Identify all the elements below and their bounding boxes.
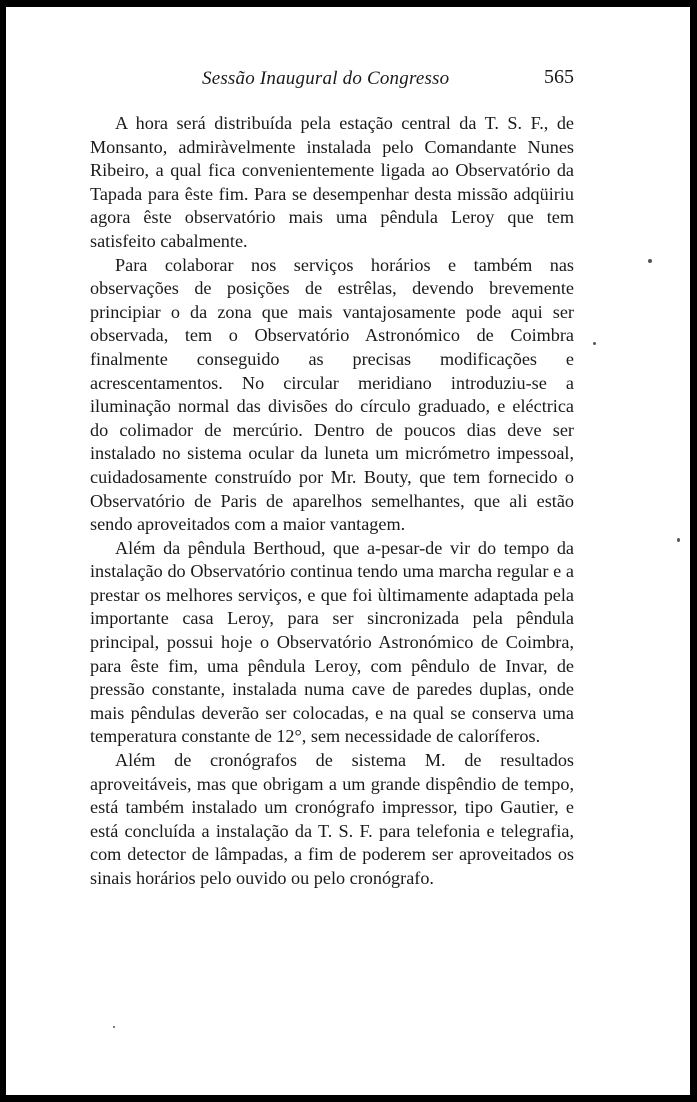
scan-speck — [677, 538, 680, 542]
paragraph-coimbra-observatory: Para colaborar nos serviços horários e também nas observações de posições de estrêlas, devendo brevemente principiar o da zona que mais vantajosamente pode aqui ser observada, tem o Observatório Astronómico de Coimbra finalmente conseguido as precisas modificações e acrescentamentos. No circular meridiano introduziu-se a iluminação normal das divisões do círculo graduado, e eléctrica do colimador de mercúrio. Dentro de poucos dias deve ser instalado no sistema ocular da luneta um micrómetro impessoal, cuidadosamente construído por Mr. Bouty, que tem fornecido o Observatório de Paris de aparelhos semelhantes, que ali estão sendo aproveitados com a maior vantagem. — [90, 254, 574, 535]
scan-border-right — [690, 0, 697, 1102]
page-header — [90, 62, 574, 94]
scan-speck — [648, 259, 652, 263]
paragraph-time-distribution: A hora será distribuída pela estação central da T. S. F., de Monsanto, admiràvelmente instalada pelo Comandante Nunes Ribeiro, a qual fica convenientemente ligada ao Observatório da Tapada para êste fim. Para se desempenhar desta missão adqüiriu agora êste observatório mais uma pêndula Leroy que tem satisfeito cabalmente. — [90, 113, 574, 251]
scan-border-top — [0, 0, 697, 7]
body-text — [90, 112, 574, 891]
scan-border-bottom — [0, 1095, 697, 1102]
scan-speck — [113, 1026, 115, 1028]
page-number: 565 — [544, 66, 574, 88]
paragraph-pendulums: Além da pêndula Berthoud, que a-pesar-de vir do tempo da instalação do Observatório continua tendo uma marcha regular e a prestar os melhores serviços, e que foi ùltimamente adaptada pela importante casa Leroy, para ser sincronizada pela pêndula principal, possui hoje o Observatório Astronómico de Coimbra, para êste fim, uma pêndula Leroy, com pêndulo de Invar, de pressão constante, instalada numa cave de paredes duplas, onde mais pêndulas deverão ser colocadas, e na qual se conserva uma temperatura constante de 12°, sem necessidade de caloríferos. — [90, 537, 574, 747]
scan-speck — [593, 342, 596, 345]
running-title: Sessão Inaugural do Congresso — [202, 68, 450, 89]
scan-border-left — [0, 0, 6, 1102]
paragraph-chronographs: Além de cronógrafos de sistema M. de resultados aproveitáveis, mas que obrigam a um grande dispêndio de tempo, está também instalado um cronógrafo impressor, tipo Gautier, e está concluída a instalação da T. S. F. para telefonia e telegrafia, com detector de lâmpadas, a fim de poderem ser aproveitados os sinais horários pelo ouvido ou pelo cronógrafo. — [90, 750, 574, 888]
